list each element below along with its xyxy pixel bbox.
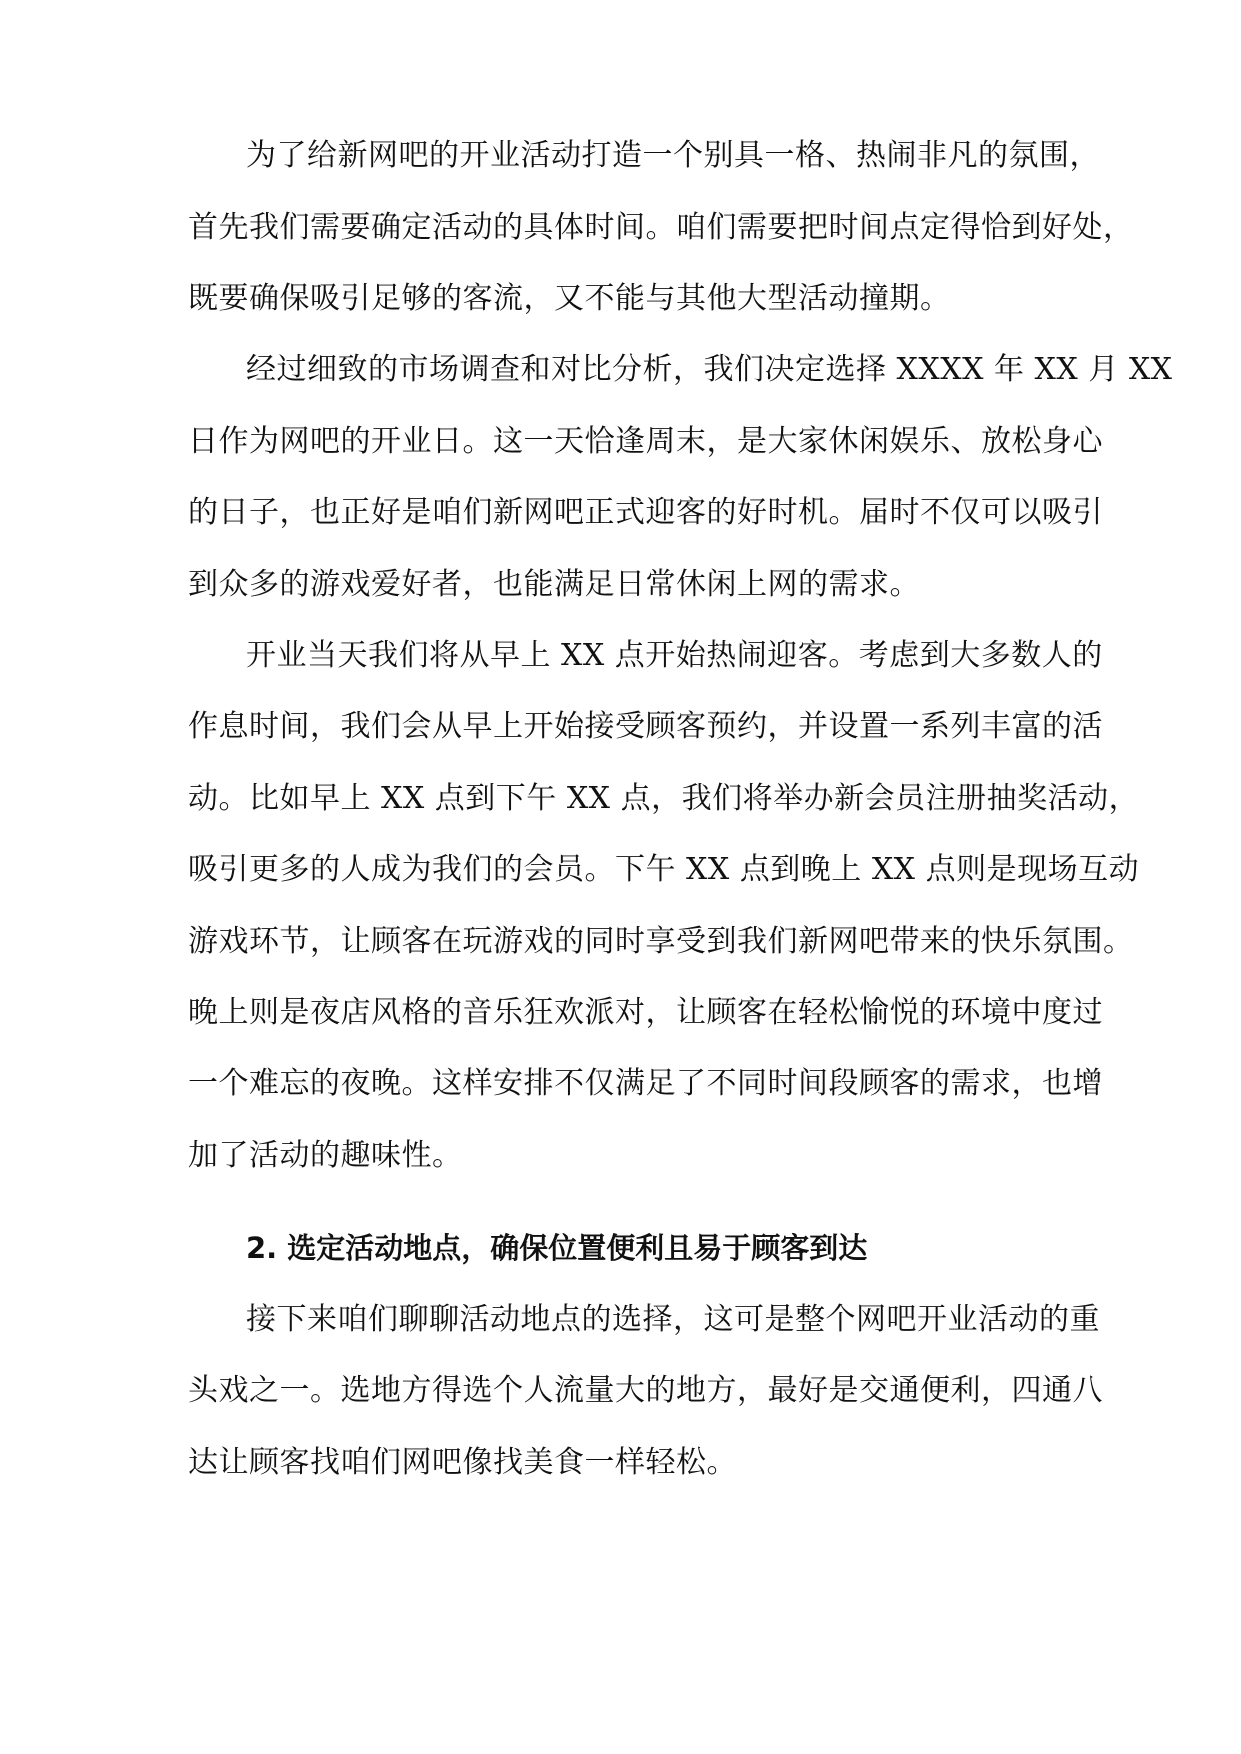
paragraph-2-line-3: 的日子，也正好是咱们新网吧正式迎客的好时机。届时不仅可以吸引 bbox=[188, 495, 1103, 530]
paragraph-3-line-6: 晚上则是夜店风格的音乐狂欢派对，让顾客在轻松愉悦的环境中度过 bbox=[188, 995, 1103, 1030]
paragraph-3-line-3: 动。比如早上 XX 点到下午 XX 点，我们将举办新会员注册抽奖活动， bbox=[188, 781, 1140, 816]
paragraph-2-line-4: 到众多的游戏爱好者，也能满足日常休闲上网的需求。 bbox=[188, 567, 920, 602]
paragraph-4-line-3: 达让顾客找咱们网吧像找美食一样轻松。 bbox=[188, 1445, 737, 1480]
paragraph-2-line-1: 经过细致的市场调查和对比分析，我们决定选择 XXXX 年 XX 月 XX bbox=[246, 352, 1173, 387]
paragraph-1-line-3: 既要确保吸引足够的客流，又不能与其他大型活动撞期。 bbox=[188, 281, 951, 316]
paragraph-3-line-8: 加了活动的趣味性。 bbox=[188, 1138, 463, 1173]
paragraph-2-line-2: 日作为网吧的开业日。这一天恰逢周末，是大家休闲娱乐、放松身心 bbox=[188, 424, 1103, 459]
paragraph-3-line-1: 开业当天我们将从早上 XX 点开始热闹迎客。考虑到大多数人的 bbox=[246, 638, 1103, 673]
paragraph-1-line-2: 首先我们需要确定活动的具体时间。咱们需要把时间点定得恰到好处， bbox=[188, 210, 1134, 245]
paragraph-3-line-2: 作息时间，我们会从早上开始接受顾客预约，并设置一系列丰富的活 bbox=[188, 709, 1103, 744]
paragraph-1-line-1: 为了给新网吧的开业活动打造一个别具一格、热闹非凡的氛围， bbox=[246, 138, 1100, 173]
section-heading: 2. 选定活动地点，确保位置便利且易于顾客到达 bbox=[246, 1231, 868, 1265]
paragraph-4-line-2: 头戏之一。选地方得选个人流量大的地方，最好是交通便利，四通八 bbox=[188, 1373, 1103, 1408]
paragraph-3-line-5: 游戏环节，让顾客在玩游戏的同时享受到我们新网吧带来的快乐氛围。 bbox=[188, 924, 1134, 959]
paragraph-4-line-1: 接下来咱们聊聊活动地点的选择，这可是整个网吧开业活动的重 bbox=[246, 1302, 1100, 1337]
paragraph-3-line-7: 一个难忘的夜晚。这样安排不仅满足了不同时间段顾客的需求，也增 bbox=[188, 1066, 1103, 1101]
paragraph-3-line-4: 吸引更多的人成为我们的会员。下午 XX 点到晚上 XX 点则是现场互动 bbox=[188, 852, 1140, 887]
